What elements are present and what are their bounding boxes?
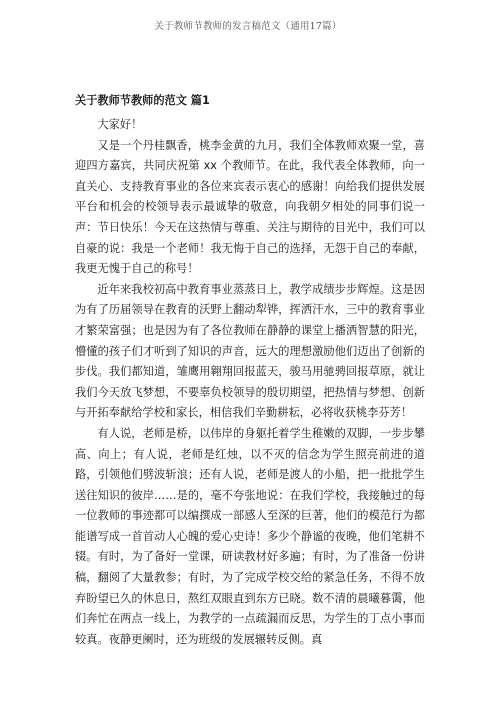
paragraph-opening: 又是一个丹桂飘香，桃李金黄的九月，我们全体教师欢聚一堂，喜迎四方嘉宾，共同庆祝第 xx 个教师节。在此，我代表全体教师，向一直关心、支持教育事业的各位来宾表示衷心的感谢！向给我们提供发展平台和机会的校领导表示最诚挚的敬意，向我朝夕相处的同事们说一声：节日快乐！今天在这热情与尊重、关注与期待的目光中，我们可以自豪的说：我是一个老师！我无悔于自己的选择，无怨于自己的奉献，我更无愧于自己的称号！: [75, 138, 425, 276]
section-title: 关于教师节教师的范文 篇1: [75, 94, 210, 107]
paragraph-teacher-metaphors: 有人说，老师是桥，以伟岸的身躯托着学生稚嫩的双脚，一步步攀高、向上；有人说，老师是红烛，以不灭的信念为学生照亮前进的道路，引领他们劈波斩浪；还有人说，老师是渡人的小船，把一批批学生送往知识的彼岸……是的，毫不夸张地说：在我们学校，我接触过的每一位教师的事迹都可以编撰成一部感人至深的巨著，他们的模范行为都能谱写成一首首动人心魄的爱心史诗！多少个静谧的夜晚，他们笔耕不辍。有时，为了备好一堂课，研读教材好多遍；有时，为了准备一份讲稿，翻阅了大量教参；有时，为了完成学校交给的紧急任务，不得不放弃盼望已久的休息日，熬红双眼直到东方已晓。数不清的晨曦暮霭，他们奔忙在两点一线上，为教学的一点疏漏而反思，为学生的丁点小事而较真。夜静更阑时，还为班级的发展辗转反侧。真: [75, 426, 425, 646]
page-header-title: 关于教师节教师的发言稿范文（通用17篇）: [154, 21, 342, 32]
article-body: [75, 92, 425, 650]
paragraph-greeting: 大家好！: [97, 118, 143, 131]
paragraph-achievements: 近年来我校初高中教育事业蒸蒸日上，教学成绩步步辉煌。这是因为有了历届领导在教育的沃野上翻动犁铧，挥洒汗水，三中的教育事业才繁荣富强；也是因为有了各位教师在静静的课堂上播洒智慧的阳光，懵懂的孩子们才听到了知识的声音，远大的理想激励他们迈出了创新的步伐。我们都知道，雏鹰用翱翔回报蓝天，骏马用驰骋回报草原，就让我们今天放飞梦想，不要辜负校领导的殷切期望，把热情与梦想、创新与开拓奉献给学校和家长，相信我们辛勤耕耘，必将收获桃李芬芳！: [75, 282, 425, 420]
